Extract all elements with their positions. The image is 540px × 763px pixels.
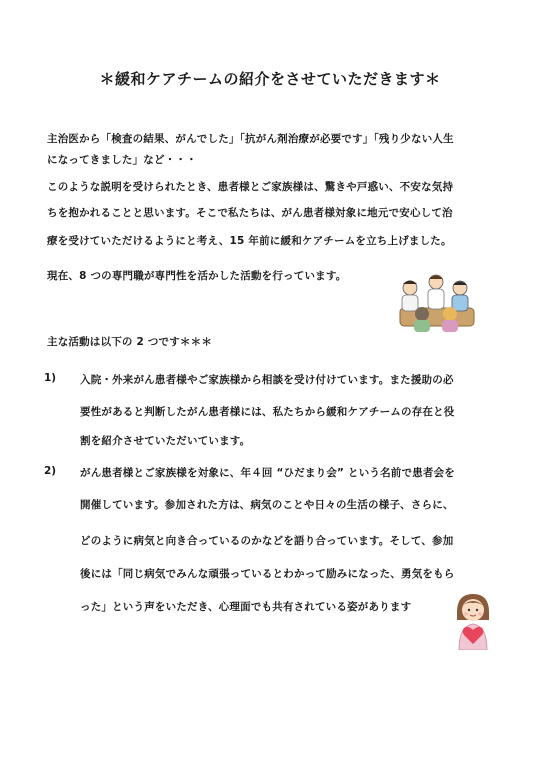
activity-line: どのように病気と向き合っているのかなどを語り合っています。そして、参加 <box>80 535 454 547</box>
intro-line: ちを抱かれることと思います。そこで私たちは、がん患者様対象に地元で安心して治 <box>47 207 453 219</box>
activity-line: 開催しています。参加された方は、病気のことや日々の生活の様子、さらに、 <box>80 499 454 511</box>
activity-line: 要性があると判断したがん患者様には、私たちから緩和ケアチームの存在と役 <box>80 406 455 418</box>
activity-line: 後には「同じ病気でみんな頑張っているとわかって励みになった、勇気をもら <box>80 568 455 580</box>
team-meeting-illustration <box>392 268 482 334</box>
activities-heading: 主な活動は以下の 2 つです＊＊＊ <box>47 336 213 348</box>
intro-line: 主治医から「検査の結果、がんでした」「抗がん剤治療が必要です」「残り少ない人生 <box>47 133 454 145</box>
activity-line: った」という声をいただき、心理面でも共有されている姿があります <box>80 601 412 613</box>
activity-line: がん患者様とご家族様を対象に、年４回 “ひだまり会” という名前で患者会を <box>80 467 456 479</box>
intro-line: 現在、8 つの専門職が専門性を活かした活動を行っています。 <box>47 270 347 282</box>
activity-line: 割を紹介させていただいています。 <box>80 435 251 447</box>
intro-line: になってきました」など・・・ <box>47 154 197 166</box>
activity-line: 入院・外来がん患者様やご家族様から相談を受け付けています。また援助の必 <box>80 374 454 386</box>
intro-line: このような説明を受けられたとき、患者様とご家族様は、驚きや戸惑い、不安な気持 <box>47 181 454 193</box>
page-title: ＊緩和ケアチームの紹介をさせていただきます＊ <box>99 70 441 88</box>
activity-number: 1) <box>44 372 57 384</box>
nurse-heart-illustration <box>450 590 496 650</box>
intro-line: 療を受けていただけるようにと考え、15 年前に緩和ケアチームを立ち上げました。 <box>47 235 452 247</box>
activity-number: 2) <box>44 465 57 477</box>
